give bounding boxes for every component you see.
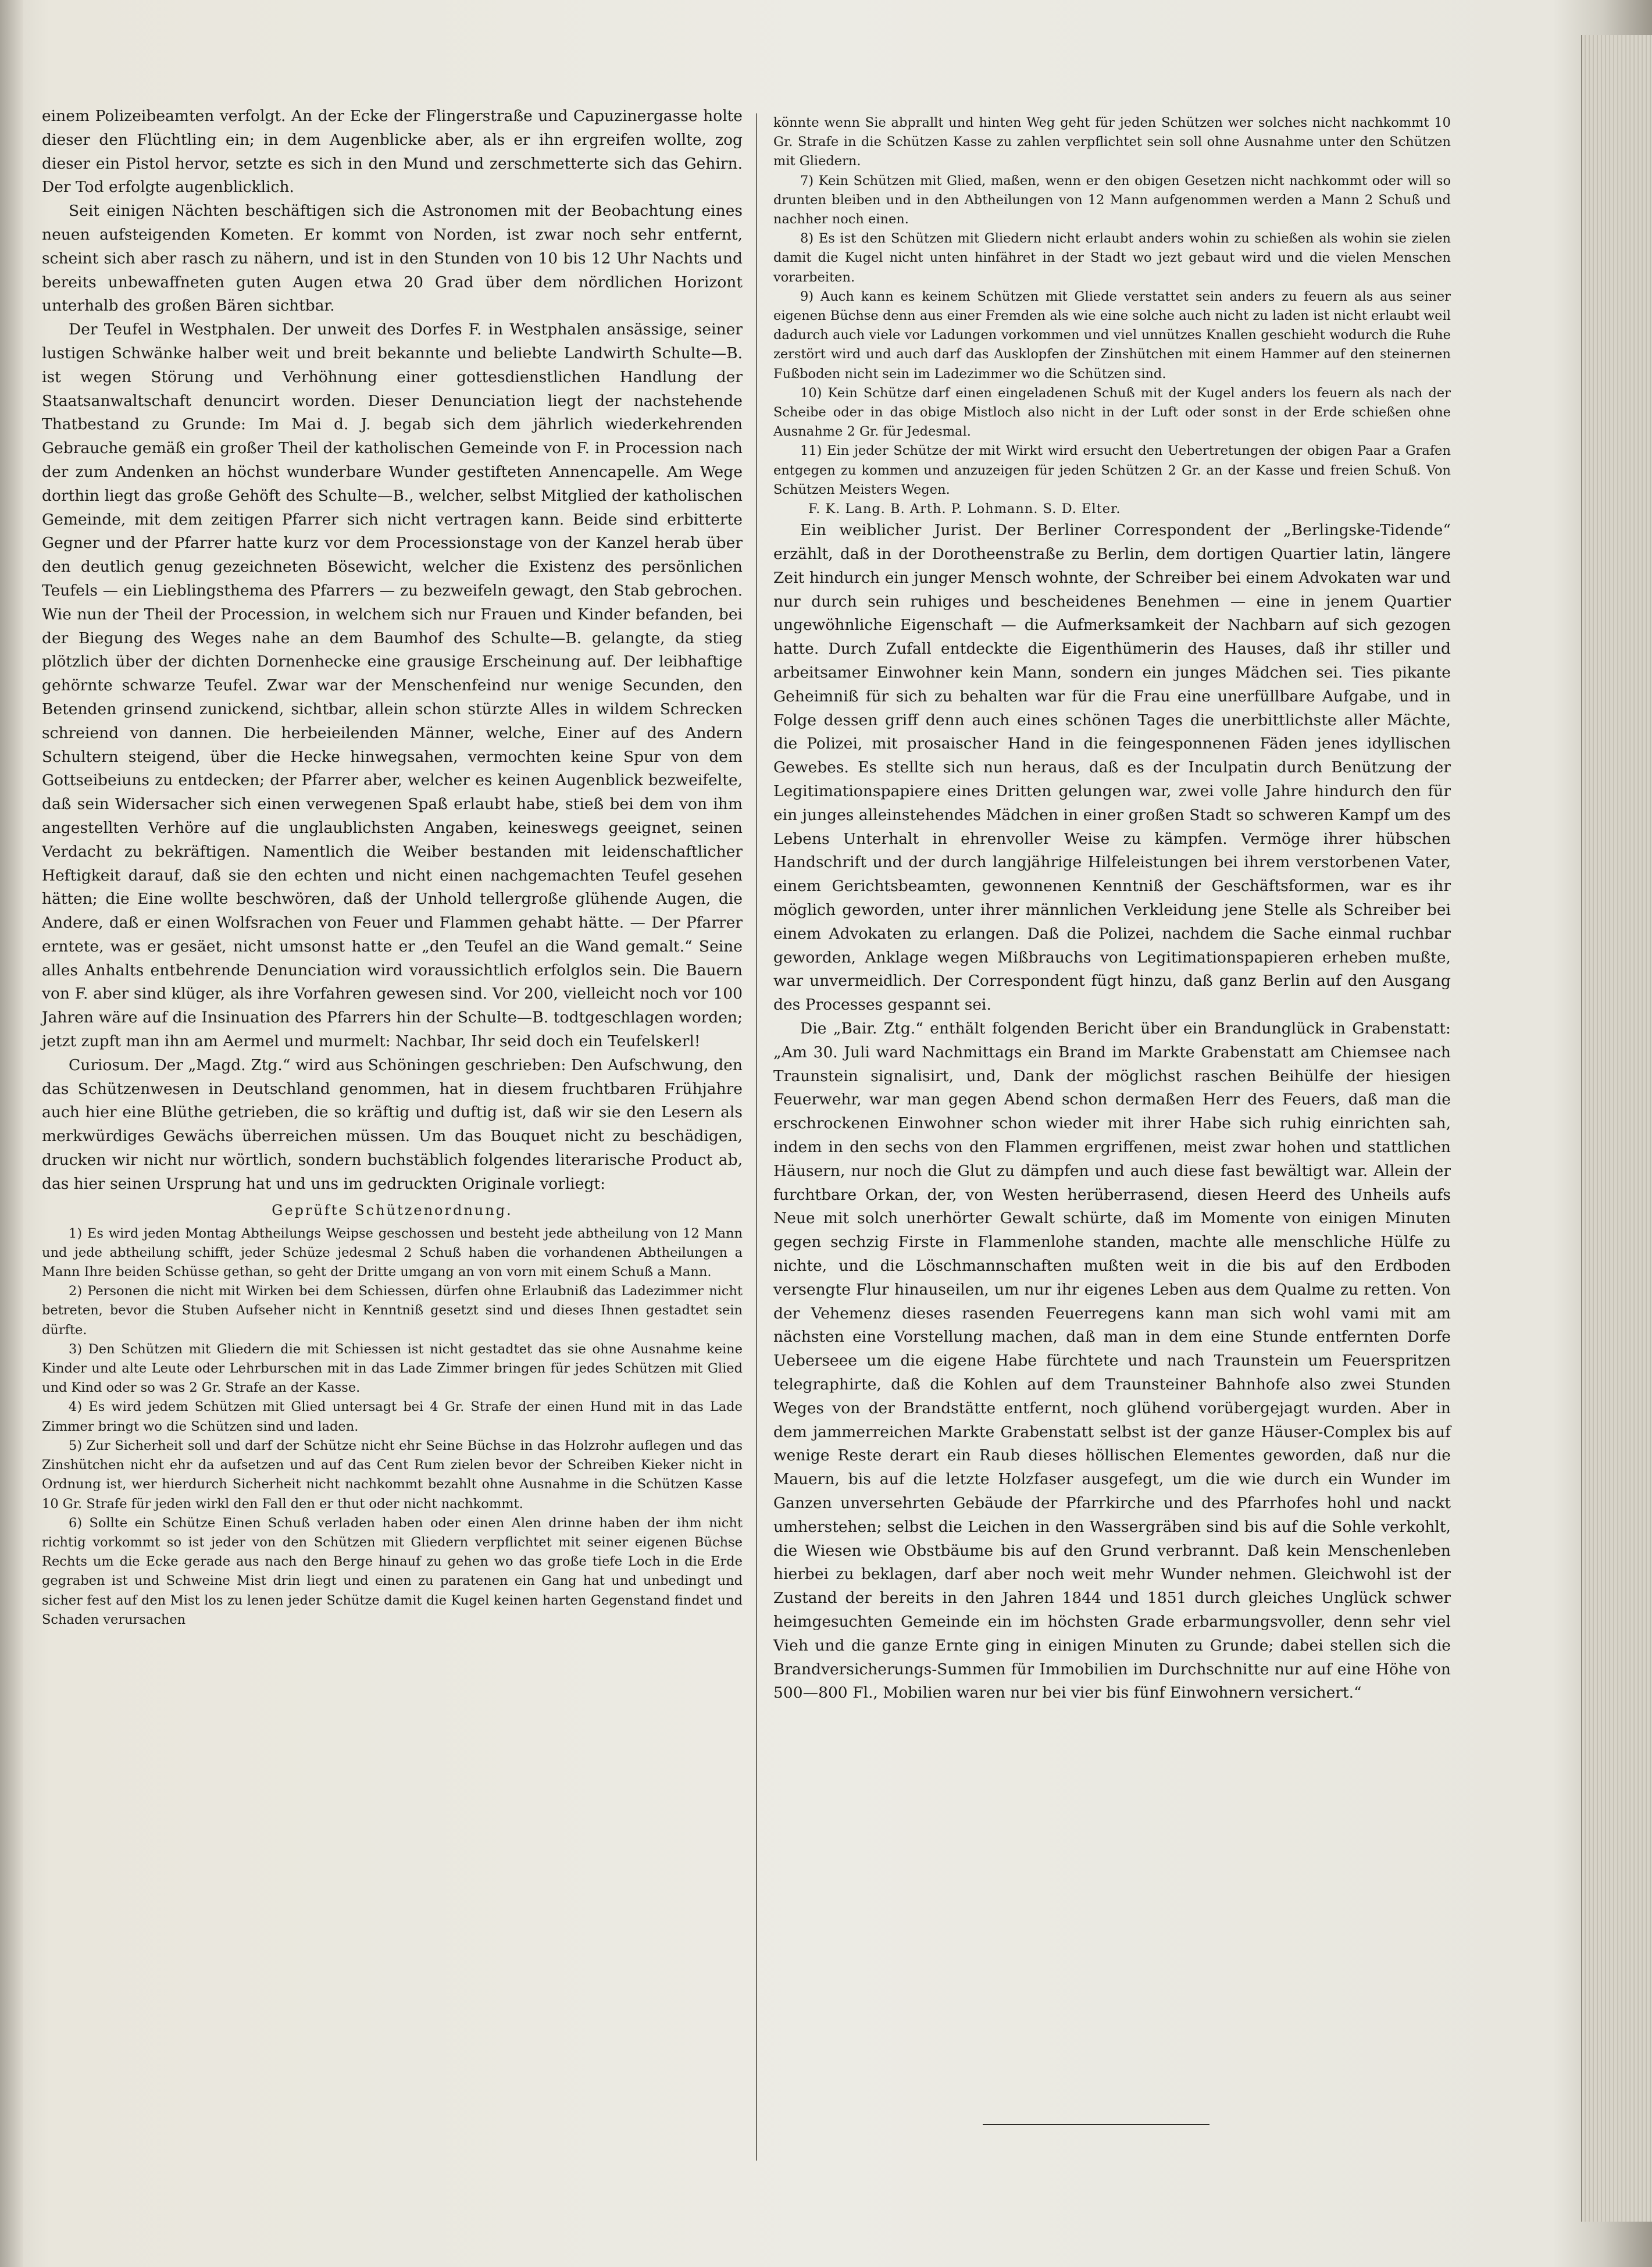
- rule-paragraph: 8) Es ist den Schützen mit Gliedern nicht erlaubt anders wohin zu schießen als wohin sie zielen damit die Kugel nicht unten hinfähret in der Stadt wo jezt gebaut wird und die vielen Menschen vorarbeiten.: [773, 231, 1451, 285]
- rule-paragraph: 6) Sollte ein Schütze Einen Schuß verladen haben oder einen Alen drinne haben der ihm nicht richtig vorkommt so ist jeder von den Schützen mit Gliedern verpflichtet mit seiner eigenen Büchse Rechts um die Ecke gerade aus nach den Berge hinauf zu gehen wo das große tiefe Loch in die Erde gegraben ist und Schweine Mist drin liegt und einen zu paratenen ein Gang hat und unbedingt und sicher fest auf den Mist los zu lenen jeder Schütze damit die Kugel keinen harten Gegenstand findet und Schaden verursachen: [42, 1515, 743, 1627]
- signatures: F. K. Lang. B. Arth. P. Lohmann. S. D. Elter.: [808, 501, 1121, 517]
- rule-paragraph: 3) Den Schützen mit Gliedern die mit Schiessen ist nicht gestadtet das sie ohne Ausnahme keine Kinder und alte Leute oder Lehrburschen mit in das Lade Zimmer bringen für jedes Schützen mit Glied und Kind oder so was 2 Gr. Strafe an der Kasse.: [42, 1341, 743, 1396]
- page-edges: [1581, 35, 1652, 2222]
- book-binding: [0, 0, 23, 2267]
- rule-paragraph: 10) Kein Schütze darf einen eingeladenen Schuß mit der Kugel anders los feuern als nach der Scheibe oder in das obige Mistloch also nicht in der Luft oder sonst in der Erde schießen ohne Ausnahme 2 Gr. für Jedesmal.: [773, 385, 1451, 440]
- article-paragraph: Ein weiblicher Jurist. Der Berliner Correspondent der „Berlingske-Tidende“ erzählt, daß in der Dorotheenstraße zu Berlin, dem dortigen Quartier latin, längere Zeit hindurch ein junger Mensch wohnte, der Schreiber bei einem Advokaten war und nur durch sein ruhiges und bescheidenes Benehmen — eine in jenem Quartier ungewöhnliche Eigenschaft — die Aufmerksamkeit der Nachbarn auf sich gezogen hatte. Durch Zufall entdeckte die Eigenthümerin des Hauses, daß ihr stiller und arbeitsamer Einwohner kein Mann, sondern ein junges Mädchen sei. Ties pikante Geheimniß für sich zu behalten war für die Frau eine unerfüllbare Aufgabe, und in Folge dessen griff denn auch eines schönen Tages die unerbittlichste aller Mächte, die Polizei, mit prosaischer Hand in die feingesponnenen Fäden jenes idyllischen Gewebes. Es stellte sich nun heraus, daß es der Inculpatin durch Benützung der Legitimationspapiere eines Dritten gelungen war, zwei volle Jahre hindurch den für ein junges alleinstehendes Mädchen in einer großen Stadt so schweren Kampf um des Lebens Unterhalt in ehrenvoller Weise zu kämpfen. Vermöge ihrer hübschen Handschrift und der durch langjährige Hilfeleistungen bei ihrem verstorbenen Vater, einem Gerichtsbeamten, gewonnenen Kenntniß der Geschäftsformen, war es ihr möglich geworden, unter ihrer männlichen Verkleidung jene Stelle als Schreiber bei einem Advokaten zu erlangen. Daß die Polizei, nachdem die Sache einmal ruchbar geworden, Anklage wegen Mißbrauchs von Legitimationspapieren erheben mußte, war unvermeidlich. Der Correspondent fügt hinzu, daß ganz Berlin auf den Ausgang des Processes gespannt sei.: [773, 521, 1451, 1014]
- article-paragraph: Die „Bair. Ztg.“ enthält folgenden Bericht über ein Brandunglück in Grabenstatt: „Am 30. Juli ward Nachmittags ein Brand im Markte Grabenstatt am Chiemsee nach Traunstein signalisirt, und, Dank der möglichst raschen Beihülfe der hiesigen Feuerwehr, war man gegen Abend schon dermaßen Herr des Feuers, daß man die erschrockenen Einwohner schon wieder mit ihrer Habe sich ruhig einrichten sah, indem in den sechs von den Flammen ergriffenen, meist zwar hohen und stattlichen Häusern, nur noch die Glut zu dämpfen und auch diese fast bewältigt war. Allein der furchtbare Orkan, der, von Westen herüberrasend, diesen Heerd des Unheils aufs Neue mit solch unerhörter Gewalt schürte, daß im Momente von einigen Minuten gegen sechzig Firste in Flammenlohe standen, machte alle menschliche Hülfe zu nichte, und die Löschmannschaften mußten weit in die bis auf den Erdboden versengte Flur hinauseilen, um nur ihr eigenes Leben aus dem Qualme zu retten. Von der Vehemenz dieses rasenden Feuerregens kann man sich wohl vami mit am nächsten eine Vorstellung machen, daß man in dem eine Stunde entfernten Dorfe Ueberseee um die eigene Habe fürchtete und nach Traunstein um Feuerspritzen telegraphirte, daß die Kohlen auf dem Traunsteiner Bahnhofe also zwei Stunden Weges von der Brandstätte entfernt, noch glühend vorübergejagt wurden. Aber in dem jammerreichen Markte Grabenstatt selbst ist der ganze Häuser-Complex bis auf wenige Reste derart ein Raub dieses höllischen Elementes geworden, daß nur die Mauern, bis auf die letzte Holzfaser ausgefegt, um die wie durch ein Wunder im Ganzen unversehrten Gebäude der Pfarrkirche und des Pfarrhofes hohl und nackt umherstehen; selbst die Leichen in den Wassergräben sind bis auf die Sohle verkohlt, die Wiesen wie Obstbäume bis auf den Grund verbrannt. Daß kein Menschenleben hierbei zu beklagen, darf aber noch weit mehr Wunder nehmen. Gleichwohl ist der Zustand der bereits in den Jahren 1844 und 1851 durch gleiches Unglück schwer heimgesuchten Gemeinde ein im höchsten Grade erbarmungsvoller, denn sehr viel Vieh und die ganze Ernte ging in einigen Minuten zu Grunde; dabei stellen sich die Brandversicherungs-Summen für Immobilien im Durchschnitte nur auf eine Höhe von 500—800 Fl., Mobilien waren nur bei vier bis fünf Einwohnern versichert.“: [773, 1020, 1451, 1702]
- article-paragraph: einem Polizeibeamten verfolgt. An der Ecke der Flingerstraße und Capuzinergasse holte dieser den Flüchtling ein; in dem Augenblicke aber, als er ihn ergreifen wollte, zog dieser ein Pistol hervor, setzte es sich in den Mund und zerschmetterte sich das Gehirn. Der Tod erfolgte augenblicklich.: [42, 107, 743, 197]
- column-divider: [756, 113, 757, 2161]
- end-rule: [983, 2124, 1209, 2125]
- rule-paragraph: 2) Personen die nicht mit Wirken bei dem Schiessen, dürfen ohne Erlaubniß das Ladezimmer nicht betreten, bevor die Stuben Aufseher nicht in Kenntniß gesetzt sind und dieses Ihnen gestadtet sein dürfte.: [42, 1284, 743, 1338]
- rule-paragraph: 5) Zur Sicherheit soll und darf der Schütze nicht ehr Seine Büchse in das Holzrohr auflegen und das Zinshütchen nicht ehr da aufsetzen und auf das Cent Rum zielen bevor der Schreiben Kieker nicht in Ordnung ist, wer hierdurch Sicherheit nicht nachkommt bezahlt ohne Ausnahme in die Schützen Kasse 10 Gr. Strafe für jeden wirkl den Fall den er thut oder nicht nachkommt.: [42, 1438, 743, 1512]
- rule-paragraph: 9) Auch kann es keinem Schützen mit Gliede verstattet sein anders zu feuern als aus seiner eigenen Büchse denn aus einer Fremden als wie eine solche auch nicht zu laden ist nicht erlaubt weil dadurch auch viele vor Ladungen vorkommen und viel unnützes Knallen geschieht wodurch die Ruhe zerstört wird und auch darf das Ausklopfen der Zinshütchen mit einem Hammer auf den steinernen Fußboden nicht sein im Ladezimmer wo die Schützen sind.: [773, 288, 1451, 382]
- rule-paragraph: 4) Es wird jedem Schützen mit Glied untersagt bei 4 Gr. Strafe der einen Hund mit in das Lade Zimmer bringt wo die Schützen sind und laden.: [42, 1399, 743, 1434]
- article-paragraph: Curiosum. Der „Magd. Ztg.“ wird aus Schöningen geschrieben: Den Aufschwung, den das Schützenwesen in Deutschland genommen, hat in diesem fruchtbaren Frühjahre auch hier eine Blüthe getrieben, die so kräftig und duftig ist, daß wir sie den Lesern als merkwürdiges Gewächs überreichen müssen. Um das Bouquet nicht zu beschädigen, drucken wir nicht nur wörtlich, sondern buchstäblich folgendes literarische Product ab, das hier seinen Ursprung hat und uns im gedruckten Originale vorliegt:: [42, 1056, 743, 1193]
- article-paragraph: Seit einigen Nächten beschäftigen sich die Astronomen mit der Beobachtung eines neuen aufsteigenden Kometen. Er kommt von Norden, ist zwar noch sehr entfernt, scheint sich aber rasch zu nähern, und ist in den Stunden von 10 bis 12 Uhr Nachts und bereits unbewaffneten guten Augen etwa 20 Grad über dem nördlichen Horizont unterhalb des großen Bären sichtbar.: [42, 202, 743, 315]
- article-paragraph: Der Teufel in Westphalen. Der unweit des Dorfes F. in Westphalen ansässige, seiner lustigen Schwänke halber weit und breit bekannte und beliebte Landwirth Schulte—B. ist wegen Störung und Verhöhnung einer gottesdienstlichen Handlung der Staatsanwaltschaft denuncirt worden. Dieser Denunciation liegt der nachstehende Thatbestand zu Grunde: Im Mai d. J. begab sich dem jährlich wiederkehrenden Gebrauche gemäß ein großer Theil der katholischen Gemeinde von F. in Procession nach der zum Andenken an höchst wunderbare Wunder gestifteten Annencapelle. Am Wege dorthin liegt das große Gehöft des Schulte—B., welcher, selbst Mitglied der katholischen Gemeinde, mit dem zeitigen Pfarrer sich nicht vertragen kann. Beide sind erbitterte Gegner und der Pfarrer hatte kurz vor dem Processionstage von der Kanzel herab über den deutlich genug gezeichneten Bösewicht, welcher die Existenz des persönlichen Teufels — ein Lieblingsthema des Pfarrers — zu bezweifeln gewagt, den Stab gebrochen. Wie nun der Theil der Procession, in welchem sich nur Frauen und Kinder befanden, bei der Biegung des Weges nahe an dem Baumhof des Schulte—B. gelangte, da stieg plötzlich über der dichten Dornenhecke eine grausige Erscheinung auf. Der leibhaftige gehörnte schwarze Teufel. Zwar war der Menschenfeind nur wenige Secunden, den Betenden grinsend zunickend, sichtbar, allein schon stürzte Alles in wildem Schrecken schreiend von dannen. Die herbeieilenden Männer, welche, Einer auf des Andern Schultern steigend, über die Hecke hinwegsahen, vermochten keine Spur von dem Gottseibeiuns zu entdecken; der Pfarrer aber, welcher es keinen Augenblick bezweifelte, daß sein Widersacher sich einen verwegenen Spaß erlaubt habe, stieß bei dem von ihm angestellten Verhöre auf die unglaublichsten Angaben, keineswegs geeignet, seinen Verdacht zu bekräftigen. Namentlich die Weiber bestanden mit leidenschaftlicher Heftigkeit darauf, daß sie den echten und nicht einen nachgemachten Teufel gesehen hätten; die Eine wollte beschwören, daß der Unhold tellergroße glühende Augen, die Andere, daß er einen Wolfsrachen von Feuer und Flammen gehabt hätte. — Der Pfarrer erntete, was er gesäet, nicht umsonst hatte er „den Teufel an die Wand gemalt.“ Seine alles Anhalts entbehrende Denunciation wird voraussichtlich erfolglos sein. Die Bauern von F. aber sind klüger, als ihre Vorfahren gewesen sind. Vor 200, vielleicht noch vor 100 Jahren wäre auf die Insinuation des Pfarrers hin der Schulte—B. todtgeschlagen worden; jetzt zupft man ihn am Aermel und murmelt: Nachbar, Ihr seid doch ein Teufelskerl!: [42, 320, 743, 1051]
- rule-paragraph: 1) Es wird jeden Montag Abtheilungs Weipse geschossen und besteht jede abtheilung von 12 Mann und jede abtheilung schifft, jeder Schüze jedesmal 2 Schuß haben die vorhandenen Abtheilungen a Mann Ihre beiden Schüsse gethan, so geht der Dritte umgang an von vorn mit einem Schuß a Mann.: [42, 1225, 743, 1280]
- rule-paragraph: 11) Ein jeder Schütze der mit Wirkt wird ersucht den Uebertretungen der obigen Paar a Grafen entgegen zu kommen und anzuzeigen für jeden Schützen 2 Gr. an der Kasse und freien Schuß. Von Schützen Meisters Wegen.: [773, 443, 1451, 497]
- right-column: [773, 113, 1451, 1705]
- section-heading: Geprüfte Schützenordnung.: [272, 1202, 513, 1218]
- rule-paragraph: könnte wenn Sie abprallt und hinten Weg geht für jeden Schützen wer solches nicht nachkommt 10 Gr. Strafe in die Schützen Kasse zu zahlen verpflichtet sein soll ohne Ausnahme unter den Schützen mit Gliedern.: [773, 115, 1451, 169]
- left-column: [42, 105, 743, 1630]
- rule-paragraph: 7) Kein Schützen mit Glied, maßen, wenn er den obigen Gesetzen nicht nachkommt oder will so drunten bleiben und in den Abtheilungen von 12 Mann aufgenommen werden a Mann 2 Schuß und nachher noch einen.: [773, 173, 1451, 227]
